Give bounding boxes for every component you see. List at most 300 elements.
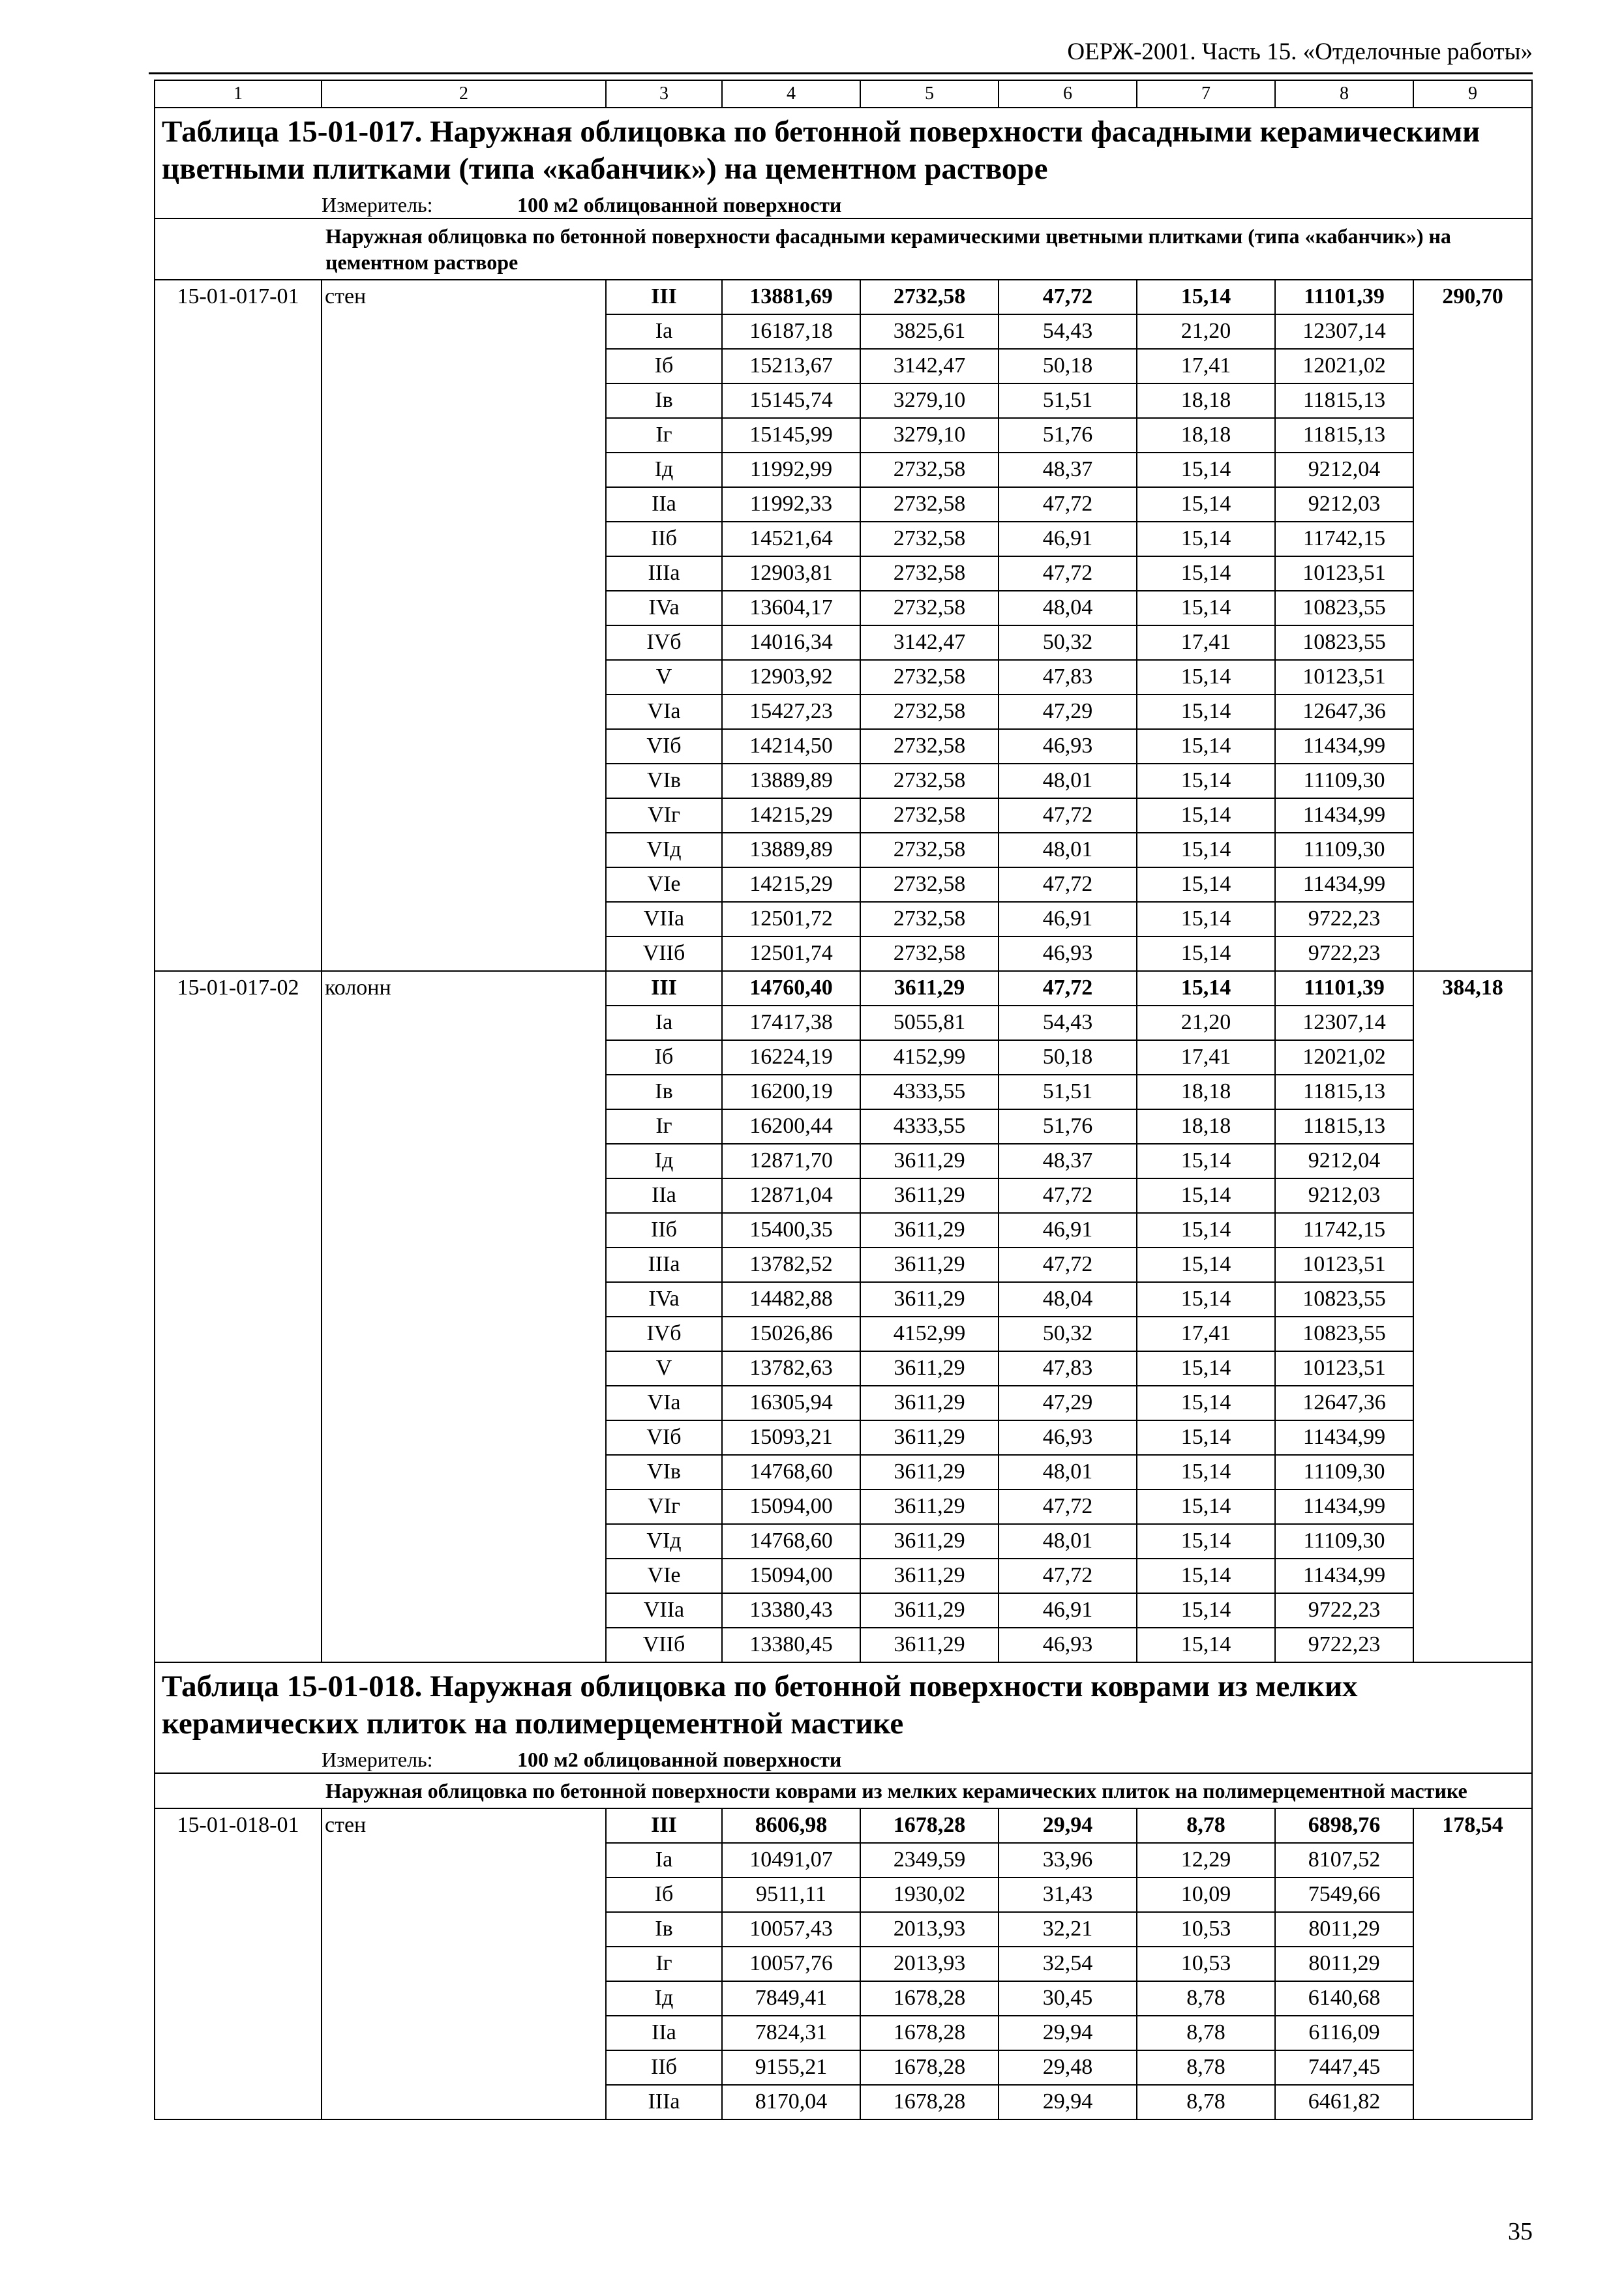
value-col7: 21,20 [1137, 314, 1275, 349]
value-col4: 15094,00 [722, 1489, 860, 1524]
value-col5: 3825,61 [860, 314, 999, 349]
zone-cell: IIб [606, 1213, 722, 1248]
value-col9: 290,70 [1413, 280, 1532, 971]
value-col5: 2013,93 [860, 1947, 999, 1981]
value-col5: 2732,58 [860, 280, 999, 314]
value-col4: 15400,35 [722, 1213, 860, 1248]
value-col4: 16200,19 [722, 1075, 860, 1109]
item-name: стен [322, 280, 606, 971]
zone-cell: VIв [606, 764, 722, 798]
value-col7: 15,14 [1137, 1213, 1275, 1248]
measure-row [155, 1746, 1532, 1773]
value-col5: 3611,29 [860, 971, 999, 1006]
value-col7: 15,14 [1137, 1178, 1275, 1213]
value-col4: 14214,50 [722, 729, 860, 764]
value-col8: 12647,36 [1275, 1386, 1413, 1420]
zone-cell: VIIa [606, 902, 722, 936]
table-row [155, 280, 1532, 314]
value-col7: 15,14 [1137, 1351, 1275, 1386]
zone-cell: Iг [606, 1109, 722, 1144]
value-col6: 46,91 [999, 522, 1137, 556]
value-col8: 6898,76 [1275, 1808, 1413, 1843]
value-col8: 10823,55 [1275, 1317, 1413, 1351]
value-col6: 47,83 [999, 660, 1137, 695]
zone-cell: IVб [606, 1317, 722, 1351]
column-number: 8 [1275, 80, 1413, 108]
value-col8: 11101,39 [1275, 280, 1413, 314]
value-col7: 18,18 [1137, 418, 1275, 453]
value-col7: 15,14 [1137, 764, 1275, 798]
value-col8: 11434,99 [1275, 729, 1413, 764]
value-col8: 10123,51 [1275, 1248, 1413, 1282]
zone-cell: IIб [606, 2050, 722, 2085]
column-numbers-row [155, 80, 1532, 108]
column-number: 2 [322, 80, 606, 108]
value-col6: 51,76 [999, 1109, 1137, 1144]
value-col6: 46,91 [999, 1213, 1137, 1248]
column-number: 7 [1137, 80, 1275, 108]
value-col5: 3611,29 [860, 1420, 999, 1455]
value-col7: 8,78 [1137, 2016, 1275, 2050]
zone-cell: VIг [606, 1489, 722, 1524]
value-col5: 3279,10 [860, 383, 999, 418]
value-col6: 47,72 [999, 280, 1137, 314]
value-col6: 48,01 [999, 833, 1137, 867]
value-col5: 1678,28 [860, 1981, 999, 2016]
value-col6: 47,72 [999, 556, 1137, 591]
value-col6: 29,94 [999, 2085, 1137, 2119]
value-col5: 2732,58 [860, 453, 999, 487]
value-col4: 12871,70 [722, 1144, 860, 1178]
zone-cell: VIв [606, 1455, 722, 1489]
value-col6: 47,83 [999, 1351, 1137, 1386]
value-col7: 10,09 [1137, 1878, 1275, 1912]
value-col4: 12501,72 [722, 902, 860, 936]
value-col6: 50,32 [999, 625, 1137, 660]
value-col7: 15,14 [1137, 522, 1275, 556]
value-col5: 2732,58 [860, 487, 999, 522]
value-col4: 12501,74 [722, 936, 860, 971]
value-col8: 11815,13 [1275, 1109, 1413, 1144]
value-col4: 15145,99 [722, 418, 860, 453]
value-col7: 15,14 [1137, 556, 1275, 591]
column-number: 9 [1413, 80, 1532, 108]
value-col6: 48,04 [999, 1282, 1137, 1317]
value-col6: 50,18 [999, 1040, 1137, 1075]
zone-cell: Ia [606, 1843, 722, 1878]
zone-cell: Iв [606, 1912, 722, 1947]
value-col7: 8,78 [1137, 2085, 1275, 2119]
value-col5: 2732,58 [860, 556, 999, 591]
item-code: 15-01-018-01 [155, 1808, 322, 2119]
value-col4: 10057,76 [722, 1947, 860, 1981]
value-col4: 13782,63 [722, 1351, 860, 1386]
value-col8: 11109,30 [1275, 1455, 1413, 1489]
value-col4: 15213,67 [722, 349, 860, 383]
column-number: 1 [155, 80, 322, 108]
zone-cell: IIa [606, 487, 722, 522]
value-col8: 11109,30 [1275, 764, 1413, 798]
value-col8: 10823,55 [1275, 1282, 1413, 1317]
value-col6: 54,43 [999, 314, 1137, 349]
value-col4: 16224,19 [722, 1040, 860, 1075]
value-col5: 2732,58 [860, 522, 999, 556]
value-col6: 29,94 [999, 1808, 1137, 1843]
value-col6: 47,72 [999, 971, 1137, 1006]
value-col4: 13889,89 [722, 833, 860, 867]
value-col4: 7849,41 [722, 1981, 860, 2016]
value-col8: 11101,39 [1275, 971, 1413, 1006]
value-col5: 2732,58 [860, 902, 999, 936]
zone-cell: VIa [606, 695, 722, 729]
value-col6: 47,72 [999, 867, 1137, 902]
value-col6: 31,43 [999, 1878, 1137, 1912]
value-col8: 9212,03 [1275, 487, 1413, 522]
value-col7: 8,78 [1137, 1808, 1275, 1843]
value-col5: 3611,29 [860, 1248, 999, 1282]
value-col6: 47,72 [999, 1178, 1137, 1213]
value-col6: 32,21 [999, 1912, 1137, 1947]
item-code: 15-01-017-02 [155, 971, 322, 1662]
zone-cell: Iг [606, 1947, 722, 1981]
value-col7: 15,14 [1137, 1248, 1275, 1282]
measure-label: Измеритель: [322, 1748, 433, 1771]
value-col8: 7549,66 [1275, 1878, 1413, 1912]
value-col6: 47,72 [999, 1559, 1137, 1593]
zone-cell: Ia [606, 1006, 722, 1040]
table-description: Наружная облицовка по бетонной поверхности фасадными керамическими цветными плитками (типа «кабанчик») на цементном растворе [322, 218, 1532, 280]
zone-cell: VIб [606, 1420, 722, 1455]
zone-cell: VIIa [606, 1593, 722, 1628]
value-col8: 11742,15 [1275, 1213, 1413, 1248]
value-col4: 12903,92 [722, 660, 860, 695]
zone-cell: V [606, 660, 722, 695]
zone-cell: VIa [606, 1386, 722, 1420]
value-col5: 4152,99 [860, 1317, 999, 1351]
value-col4: 14760,40 [722, 971, 860, 1006]
value-col6: 29,48 [999, 2050, 1137, 2085]
value-col8: 8011,29 [1275, 1912, 1413, 1947]
value-col7: 15,14 [1137, 1489, 1275, 1524]
value-col4: 13881,69 [722, 280, 860, 314]
value-col5: 3611,29 [860, 1144, 999, 1178]
item-name: стен [322, 1808, 606, 2119]
value-col7: 15,14 [1137, 1524, 1275, 1559]
value-col4: 12903,81 [722, 556, 860, 591]
value-col6: 50,32 [999, 1317, 1137, 1351]
value-col8: 9212,03 [1275, 1178, 1413, 1213]
value-col7: 15,14 [1137, 971, 1275, 1006]
value-col7: 15,14 [1137, 1144, 1275, 1178]
value-col8: 8011,29 [1275, 1947, 1413, 1981]
value-col7: 8,78 [1137, 1981, 1275, 2016]
value-col5: 2732,58 [860, 867, 999, 902]
value-col4: 14768,60 [722, 1455, 860, 1489]
description-row [155, 1773, 1532, 1808]
zone-cell: III [606, 280, 722, 314]
zone-cell: Iв [606, 383, 722, 418]
value-col5: 4333,55 [860, 1109, 999, 1144]
value-col8: 6116,09 [1275, 2016, 1413, 2050]
zone-cell: Iв [606, 1075, 722, 1109]
value-col8: 10823,55 [1275, 625, 1413, 660]
rates-table [154, 80, 1533, 2120]
zone-cell: VIд [606, 1524, 722, 1559]
value-col7: 15,14 [1137, 280, 1275, 314]
value-col8: 9722,23 [1275, 902, 1413, 936]
value-col7: 15,14 [1137, 833, 1275, 867]
value-col6: 51,76 [999, 418, 1137, 453]
value-col6: 48,01 [999, 1455, 1137, 1489]
table-title-row [155, 1662, 1532, 1746]
value-col6: 47,29 [999, 695, 1137, 729]
value-col7: 15,14 [1137, 487, 1275, 522]
value-col8: 7447,45 [1275, 2050, 1413, 2085]
zone-cell: IIIa [606, 2085, 722, 2119]
value-col4: 13782,52 [722, 1248, 860, 1282]
value-col4: 15094,00 [722, 1559, 860, 1593]
value-col4: 15026,86 [722, 1317, 860, 1351]
value-col4: 14016,34 [722, 625, 860, 660]
value-col5: 2732,58 [860, 695, 999, 729]
value-col7: 18,18 [1137, 1109, 1275, 1144]
value-col8: 9722,23 [1275, 1593, 1413, 1628]
value-col5: 3611,29 [860, 1386, 999, 1420]
value-col5: 3142,47 [860, 625, 999, 660]
zone-cell: VIд [606, 833, 722, 867]
value-col5: 3611,29 [860, 1559, 999, 1593]
page-number: 35 [1508, 2218, 1533, 2245]
value-col8: 9722,23 [1275, 1628, 1413, 1662]
value-col6: 46,93 [999, 1628, 1137, 1662]
value-col7: 15,14 [1137, 902, 1275, 936]
value-col7: 15,14 [1137, 1282, 1275, 1317]
value-col6: 29,94 [999, 2016, 1137, 2050]
value-col7: 15,14 [1137, 591, 1275, 625]
value-col7: 10,53 [1137, 1912, 1275, 1947]
value-col4: 14215,29 [722, 867, 860, 902]
value-col4: 16305,94 [722, 1386, 860, 1420]
zone-cell: VIг [606, 798, 722, 833]
value-col5: 3611,29 [860, 1524, 999, 1559]
value-col5: 2732,58 [860, 729, 999, 764]
zone-cell: Iд [606, 1981, 722, 2016]
value-col4: 9511,11 [722, 1878, 860, 1912]
value-col6: 48,37 [999, 1144, 1137, 1178]
table-title: Таблица 15-01-018. Наружная облицовка по бетонной поверхности коврами из мелких керамических плиток на полимерцементной мастике [155, 1662, 1532, 1746]
value-col4: 15093,21 [722, 1420, 860, 1455]
value-col7: 15,14 [1137, 1593, 1275, 1628]
value-col5: 2732,58 [860, 764, 999, 798]
value-col8: 10123,51 [1275, 660, 1413, 695]
value-col7: 18,18 [1137, 383, 1275, 418]
zone-cell: IIa [606, 1178, 722, 1213]
measure-row [155, 192, 1532, 218]
value-col6: 50,18 [999, 349, 1137, 383]
value-col4: 12871,04 [722, 1178, 860, 1213]
value-col8: 8107,52 [1275, 1843, 1413, 1878]
value-col8: 9212,04 [1275, 1144, 1413, 1178]
value-col6: 46,93 [999, 936, 1137, 971]
value-col4: 8170,04 [722, 2085, 860, 2119]
measure-value: 100 м2 облицованной поверхности [517, 193, 842, 217]
value-col5: 2732,58 [860, 660, 999, 695]
value-col8: 12021,02 [1275, 1040, 1413, 1075]
value-col6: 46,93 [999, 1420, 1137, 1455]
value-col8: 6140,68 [1275, 1981, 1413, 2016]
value-col5: 4333,55 [860, 1075, 999, 1109]
value-col6: 47,72 [999, 487, 1137, 522]
zone-cell: VIe [606, 1559, 722, 1593]
value-col7: 8,78 [1137, 2050, 1275, 2085]
item-name: колонн [322, 971, 606, 1662]
value-col6: 54,43 [999, 1006, 1137, 1040]
zone-cell: Iб [606, 1878, 722, 1912]
value-col6: 46,91 [999, 1593, 1137, 1628]
value-col5: 2349,59 [860, 1843, 999, 1878]
value-col7: 17,41 [1137, 1317, 1275, 1351]
value-col8: 11815,13 [1275, 383, 1413, 418]
value-col6: 51,51 [999, 1075, 1137, 1109]
value-col8: 11815,13 [1275, 418, 1413, 453]
value-col8: 12647,36 [1275, 695, 1413, 729]
column-number: 5 [860, 80, 999, 108]
zone-cell: Ia [606, 314, 722, 349]
value-col5: 4152,99 [860, 1040, 999, 1075]
value-col8: 11434,99 [1275, 1420, 1413, 1455]
zone-cell: III [606, 1808, 722, 1843]
value-col5: 3279,10 [860, 418, 999, 453]
value-col8: 10123,51 [1275, 556, 1413, 591]
item-code: 15-01-017-01 [155, 280, 322, 971]
zone-cell: IVa [606, 1282, 722, 1317]
value-col6: 47,29 [999, 1386, 1137, 1420]
zone-cell: IIб [606, 522, 722, 556]
table-title-row [155, 108, 1532, 192]
value-col4: 16200,44 [722, 1109, 860, 1144]
value-col8: 11109,30 [1275, 833, 1413, 867]
table-description: Наружная облицовка по бетонной поверхности коврами из мелких керамических плиток на полимерцементной мастике [322, 1773, 1532, 1808]
value-col4: 14482,88 [722, 1282, 860, 1317]
column-number: 6 [999, 80, 1137, 108]
value-col7: 15,14 [1137, 1628, 1275, 1662]
value-col5: 1678,28 [860, 1808, 999, 1843]
value-col4: 11992,99 [722, 453, 860, 487]
value-col7: 17,41 [1137, 1040, 1275, 1075]
zone-cell: Iб [606, 349, 722, 383]
value-col6: 46,93 [999, 729, 1137, 764]
zone-cell: Iб [606, 1040, 722, 1075]
value-col5: 5055,81 [860, 1006, 999, 1040]
value-col4: 16187,18 [722, 314, 860, 349]
value-col7: 18,18 [1137, 1075, 1275, 1109]
value-col5: 3611,29 [860, 1593, 999, 1628]
value-col6: 48,01 [999, 764, 1137, 798]
zone-cell: VIб [606, 729, 722, 764]
value-col7: 15,14 [1137, 1386, 1275, 1420]
value-col7: 12,29 [1137, 1843, 1275, 1878]
value-col4: 8606,98 [722, 1808, 860, 1843]
value-col5: 3611,29 [860, 1178, 999, 1213]
value-col5: 2013,93 [860, 1912, 999, 1947]
value-col4: 9155,21 [722, 2050, 860, 2085]
value-col5: 1678,28 [860, 2085, 999, 2119]
value-col4: 13889,89 [722, 764, 860, 798]
zone-cell: IIIa [606, 1248, 722, 1282]
table-row [155, 1808, 1532, 1843]
value-col4: 13604,17 [722, 591, 860, 625]
value-col7: 21,20 [1137, 1006, 1275, 1040]
value-col7: 17,41 [1137, 349, 1275, 383]
value-col6: 47,72 [999, 1248, 1137, 1282]
value-col8: 11742,15 [1275, 522, 1413, 556]
zone-cell: VIIб [606, 1628, 722, 1662]
zone-cell: III [606, 971, 722, 1006]
description-row [155, 218, 1532, 280]
value-col6: 30,45 [999, 1981, 1137, 2016]
value-col8: 9212,04 [1275, 453, 1413, 487]
value-col5: 3611,29 [860, 1282, 999, 1317]
value-col8: 10123,51 [1275, 1351, 1413, 1386]
value-col5: 3611,29 [860, 1628, 999, 1662]
value-col8: 11815,13 [1275, 1075, 1413, 1109]
value-col7: 15,14 [1137, 1420, 1275, 1455]
value-col5: 1678,28 [860, 2016, 999, 2050]
value-col5: 3611,29 [860, 1489, 999, 1524]
value-col7: 17,41 [1137, 625, 1275, 660]
value-col7: 15,14 [1137, 936, 1275, 971]
running-header: ОЕРЖ-2001. Часть 15. «Отделочные работы» [1067, 38, 1533, 65]
value-col8: 11434,99 [1275, 1559, 1413, 1593]
zone-cell: Iг [606, 418, 722, 453]
value-col8: 12307,14 [1275, 314, 1413, 349]
value-col5: 3611,29 [860, 1213, 999, 1248]
value-col7: 10,53 [1137, 1947, 1275, 1981]
value-col4: 14521,64 [722, 522, 860, 556]
value-col8: 11109,30 [1275, 1524, 1413, 1559]
table-title: Таблица 15-01-017. Наружная облицовка по бетонной поверхности фасадными керамическими цветными плитками (типа «кабанчик») на цементном растворе [155, 108, 1532, 192]
value-col5: 1930,02 [860, 1878, 999, 1912]
measure-label: Измеритель: [322, 193, 433, 217]
zone-cell: V [606, 1351, 722, 1386]
value-col7: 15,14 [1137, 1455, 1275, 1489]
value-col7: 15,14 [1137, 867, 1275, 902]
value-col7: 15,14 [1137, 660, 1275, 695]
value-col6: 47,72 [999, 798, 1137, 833]
value-col8: 12021,02 [1275, 349, 1413, 383]
value-col5: 2732,58 [860, 936, 999, 971]
value-col5: 3611,29 [860, 1455, 999, 1489]
value-col4: 13380,43 [722, 1593, 860, 1628]
value-col4: 13380,45 [722, 1628, 860, 1662]
measure-value: 100 м2 облицованной поверхности [517, 1748, 842, 1771]
zone-cell: IIa [606, 2016, 722, 2050]
value-col4: 15427,23 [722, 695, 860, 729]
value-col8: 9722,23 [1275, 936, 1413, 971]
value-col6: 48,37 [999, 453, 1137, 487]
value-col6: 32,54 [999, 1947, 1137, 1981]
value-col5: 2732,58 [860, 798, 999, 833]
value-col6: 47,72 [999, 1489, 1137, 1524]
value-col5: 2732,58 [860, 833, 999, 867]
value-col7: 15,14 [1137, 798, 1275, 833]
value-col4: 17417,38 [722, 1006, 860, 1040]
value-col6: 46,91 [999, 902, 1137, 936]
value-col5: 1678,28 [860, 2050, 999, 2085]
value-col6: 48,01 [999, 1524, 1137, 1559]
value-col9: 384,18 [1413, 971, 1532, 1662]
value-col4: 10057,43 [722, 1912, 860, 1947]
